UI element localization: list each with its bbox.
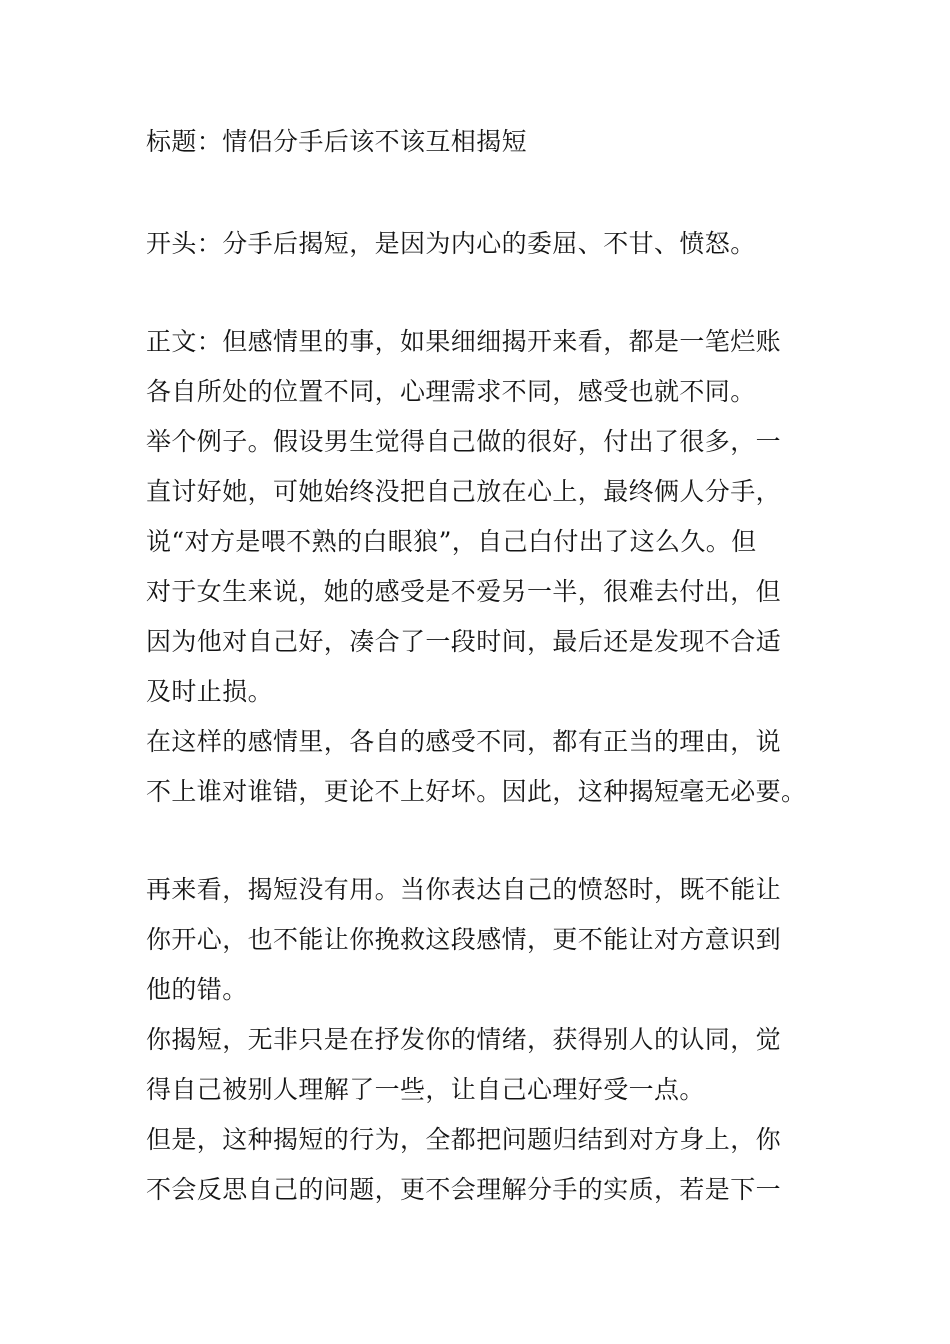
- body-line: 不会反思自己的问题，更不会理解分手的实质，若是下一: [146, 1175, 782, 1204]
- body-line: 不上谁对谁错，更论不上好坏。因此，这种揭短毫无必要。: [146, 777, 807, 806]
- body-line: 他的错。: [146, 975, 248, 1004]
- body-line: 对于女生来说，她的感受是不爱另一半，很难去付出，但: [146, 577, 782, 606]
- body-line: 举个例子。假设男生觉得自己做的很好，付出了很多，一: [146, 427, 782, 456]
- body-line: 说“对方是喂不熟的白眼狼”，自己白付出了这么久。但: [146, 527, 757, 556]
- body-line: 你开心，也不能让你挽救这段感情，更不能让对方意识到: [146, 925, 782, 954]
- body-line: 直讨好她，可她始终没把自己放在心上，最终俩人分手，: [146, 477, 782, 506]
- body-line: 再来看，揭短没有用。当你表达自己的愤怒时，既不能让: [146, 875, 782, 904]
- body-line: 但是，这种揭短的行为，全都把问题归结到对方身上，你: [146, 1125, 782, 1154]
- body-line: 你揭短，无非只是在抒发你的情绪，获得别人的认同，觉: [146, 1025, 782, 1054]
- body-line: 及时止损。: [146, 677, 274, 706]
- intro-line: 开头：分手后揭短，是因为内心的委屈、不甘、愤怒。: [146, 229, 756, 258]
- body-line: 因为他对自己好，凑合了一段时间，最后还是发现不合适: [146, 627, 782, 656]
- document-title: 标题：情侣分手后该不该互相揭短: [146, 127, 528, 156]
- body-line: 各自所处的位置不同，心理需求不同，感受也就不同。: [146, 377, 756, 406]
- body-line: 得自己被别人理解了一些，让自己心理好受一点。: [146, 1075, 705, 1104]
- body-line: 在这样的感情里，各自的感受不同，都有正当的理由，说: [146, 727, 782, 756]
- body-line: 正文：但感情里的事，如果细细揭开来看，都是一笔烂账: [146, 327, 782, 356]
